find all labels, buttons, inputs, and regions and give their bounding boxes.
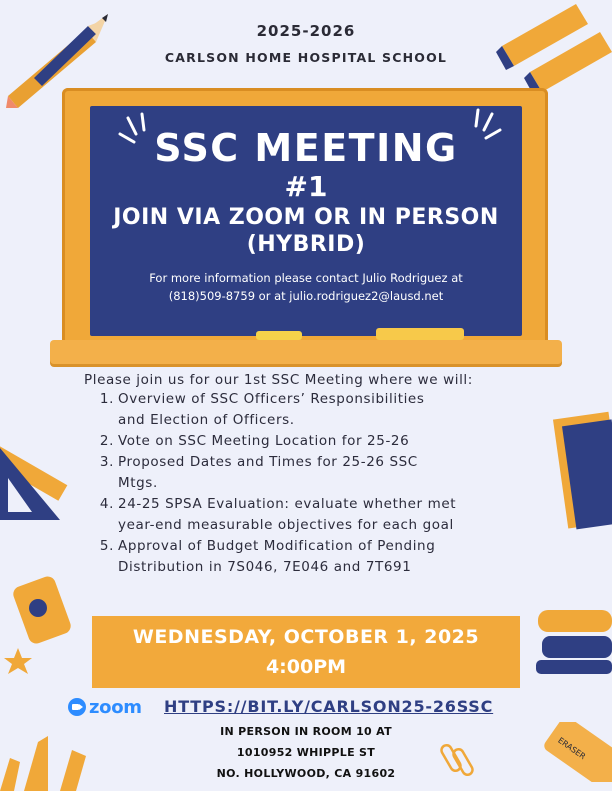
date-banner bbox=[92, 616, 520, 688]
zoom-meeting-link[interactable]: HTTPS://BIT.LY/CARLSON25-26SSC bbox=[164, 697, 494, 716]
contact-info-line-1: For more information please contact Julio Rodriguez at bbox=[149, 271, 463, 285]
agenda-item bbox=[92, 452, 562, 494]
school-name: CARLSON HOME HOSPITAL SCHOOL bbox=[164, 50, 448, 65]
agenda-item-number: 3. bbox=[99, 454, 114, 470]
school-year: 2025-2026 bbox=[256, 22, 356, 40]
agenda-item-line: year-end measurable objectives for each goal bbox=[118, 517, 454, 533]
meeting-number: #1 bbox=[284, 170, 328, 203]
stapler-icon bbox=[532, 596, 612, 692]
agenda-item bbox=[92, 389, 562, 431]
agenda-item-line: Mtgs. bbox=[118, 475, 158, 491]
join-line-2: (HYBRID) bbox=[246, 232, 366, 257]
join-line-1: JOIN VIA ZOOM OR IN PERSON bbox=[113, 205, 499, 230]
agenda-item bbox=[92, 536, 562, 578]
zoom-wordmark: zoom bbox=[89, 696, 142, 718]
zoom-camera-icon bbox=[68, 698, 86, 716]
agenda-item-text bbox=[118, 452, 562, 494]
agenda-item-line: 24-25 SPSA Evaluation: evaluate whether met bbox=[118, 496, 457, 512]
address-line-1: IN PERSON IN ROOM 10 AT bbox=[220, 725, 392, 738]
agenda-item bbox=[92, 494, 562, 536]
address-line-3: NO. HOLLYWOOD, CA 91602 bbox=[216, 767, 396, 780]
paperclip-icon bbox=[440, 738, 480, 782]
agenda-item-text bbox=[118, 494, 562, 536]
eraser bbox=[538, 722, 612, 782]
eraser-block bbox=[376, 328, 464, 340]
zoom-logo bbox=[68, 695, 142, 719]
agenda-item-number: 1. bbox=[99, 391, 114, 407]
chalk bbox=[256, 331, 302, 340]
crayon-icon bbox=[0, 732, 96, 791]
agenda-list bbox=[92, 389, 562, 578]
agenda-item-line: Approval of Budget Modification of Pending bbox=[118, 538, 436, 554]
agenda-item-line: Proposed Dates and Times for 25-26 SSC bbox=[118, 454, 418, 470]
agenda-item-number: 5. bbox=[99, 538, 114, 554]
agenda-item-text bbox=[118, 536, 562, 578]
agenda-item-number: 2. bbox=[99, 433, 114, 449]
sharpener-icon bbox=[0, 560, 80, 680]
chalkboard-ledge bbox=[50, 340, 562, 364]
contact-info-line-2: (818)509-8759 or at julio.rodriguez2@lausd.net bbox=[168, 289, 444, 303]
agenda-item-number: 4. bbox=[99, 496, 114, 512]
eraser-label: ERASER bbox=[556, 735, 588, 762]
agenda-item-text: Vote on SSC Meeting Location for 25-26 bbox=[118, 433, 410, 449]
meeting-date: WEDNESDAY, OCTOBER 1, 2025 bbox=[132, 626, 480, 648]
agenda-item-text bbox=[118, 389, 562, 431]
ruler-icon bbox=[0, 408, 92, 528]
agenda-intro: Please join us for our 1st SSC Meeting where we will: bbox=[84, 372, 473, 388]
agenda-item-line: Distribution in 7S046, 7E046 and 7T691 bbox=[118, 559, 412, 575]
agenda-item-line: Overview of SSC Officers’ Responsibilities bbox=[118, 391, 425, 407]
agenda-item bbox=[92, 431, 562, 452]
agenda-item-line: and Election of Officers. bbox=[118, 412, 295, 428]
address-line-2: 1010952 WHIPPLE ST bbox=[236, 746, 376, 759]
meeting-title: SSC MEETING bbox=[154, 126, 458, 170]
meeting-time: 4:00PM bbox=[265, 656, 347, 678]
